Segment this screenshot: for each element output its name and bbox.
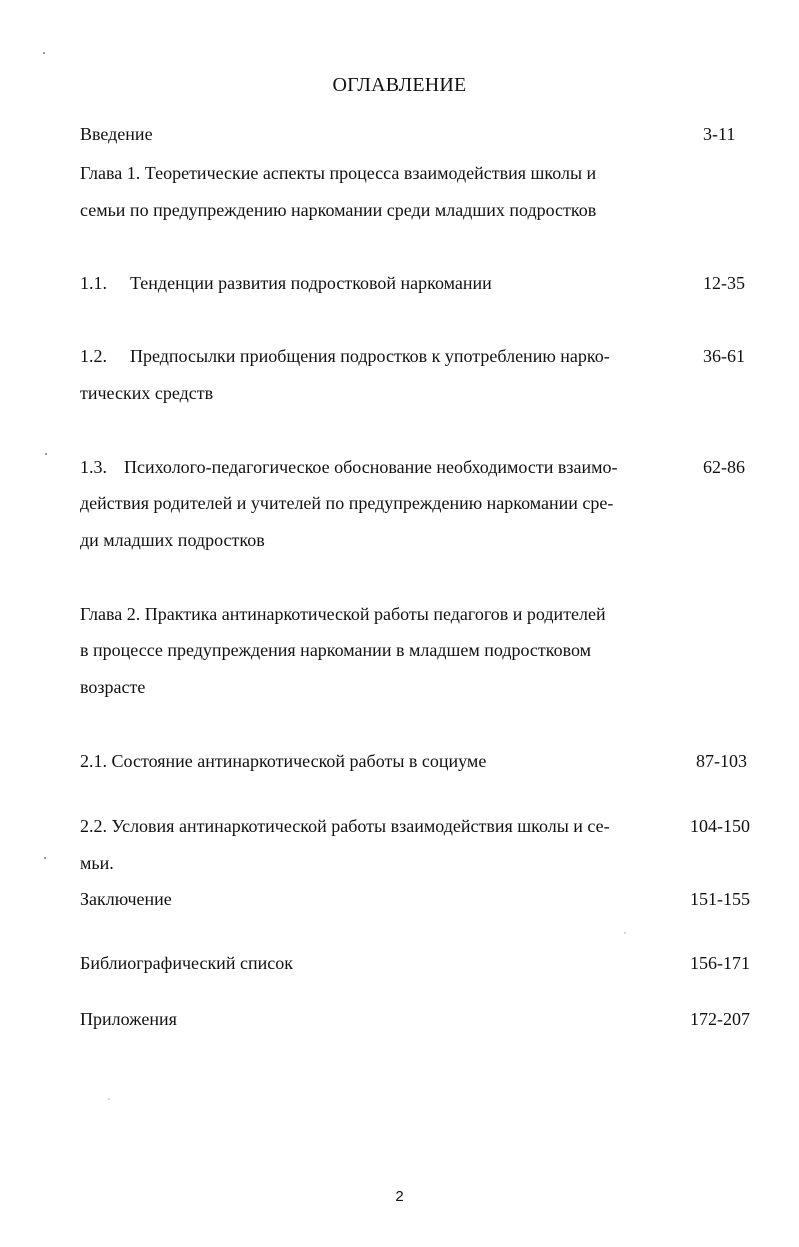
toc-entry-1-3-line-2: действия родителей и учителей по предупреждению наркомании сре- xyxy=(80,493,614,513)
scan-speck xyxy=(44,857,46,859)
section-title: Психолого-педагогическое обоснование необходимости взаимо- xyxy=(124,457,618,477)
section-title: Предпосылки приобщения подростков к употреблению нарко- xyxy=(130,346,610,366)
toc-pages-conclusion: 151-155 xyxy=(690,889,750,909)
section-number: 1.1. xyxy=(80,273,107,293)
toc-pages-1-1: 12-35 xyxy=(703,273,745,293)
toc-chapter-2-line-1: Глава 2. Практика антинаркотической работы педагогов и родителей xyxy=(80,604,606,624)
toc-entry-bibliography: Библиографический список xyxy=(80,953,293,973)
toc-entry-intro: Введение xyxy=(80,124,153,144)
toc-title: ОГЛАВЛЕНИЕ xyxy=(332,74,467,96)
scan-speck xyxy=(45,453,47,455)
toc-entry-1-3-line-1 xyxy=(80,449,680,486)
scan-speck xyxy=(43,52,45,54)
toc-entry-1-2-line-2: тических средств xyxy=(80,383,214,403)
toc-entry-2-2-line-2: мьи. xyxy=(80,853,114,873)
toc-pages-2-2: 104-150 xyxy=(690,816,750,836)
toc-pages-1-2: 36-61 xyxy=(703,346,745,366)
toc-entry-conclusion: Заключение xyxy=(80,889,172,909)
toc-chapter-2-line-2: в процессе предупреждения наркомании в младшем подростковом xyxy=(80,640,592,660)
toc-entry-2-2-line-1: 2.2. Условия антинаркотической работы взаимодействия школы и се- xyxy=(80,816,610,836)
section-number: 1.3. xyxy=(80,457,107,477)
toc-pages-intro: 3-11 xyxy=(703,124,736,144)
section-number: 1.2. xyxy=(80,346,107,366)
scan-speck xyxy=(624,932,626,934)
toc-pages-appendices: 172-207 xyxy=(690,1009,750,1029)
scan-speck xyxy=(108,1098,110,1100)
toc-chapter-1-line-2: семьи по предупреждению наркомании среди младших подростков xyxy=(80,200,597,220)
toc-entry-1-2-line-1 xyxy=(80,338,680,375)
toc-entry-1-3-line-3: ди младших подростков xyxy=(80,530,265,550)
toc-entry-appendices: Приложения xyxy=(80,1009,177,1029)
toc-pages-1-3: 62-86 xyxy=(703,457,745,477)
toc-entry-2-1: 2.1. Состояние антинаркотической работы в социуме xyxy=(80,751,487,771)
toc-pages-2-1: 87-103 xyxy=(696,751,747,771)
section-title: Тенденции развития подростковой наркомании xyxy=(130,273,492,293)
toc-entry-1-1 xyxy=(80,265,680,302)
toc-chapter-2-line-3: возрасте xyxy=(80,677,146,697)
toc-chapter-1-line-1: Глава 1. Теоретические аспекты процесса взаимодействия школы и xyxy=(80,163,597,183)
page-number: 2 xyxy=(395,1188,404,1205)
toc-pages-bibliography: 156-171 xyxy=(690,953,750,973)
